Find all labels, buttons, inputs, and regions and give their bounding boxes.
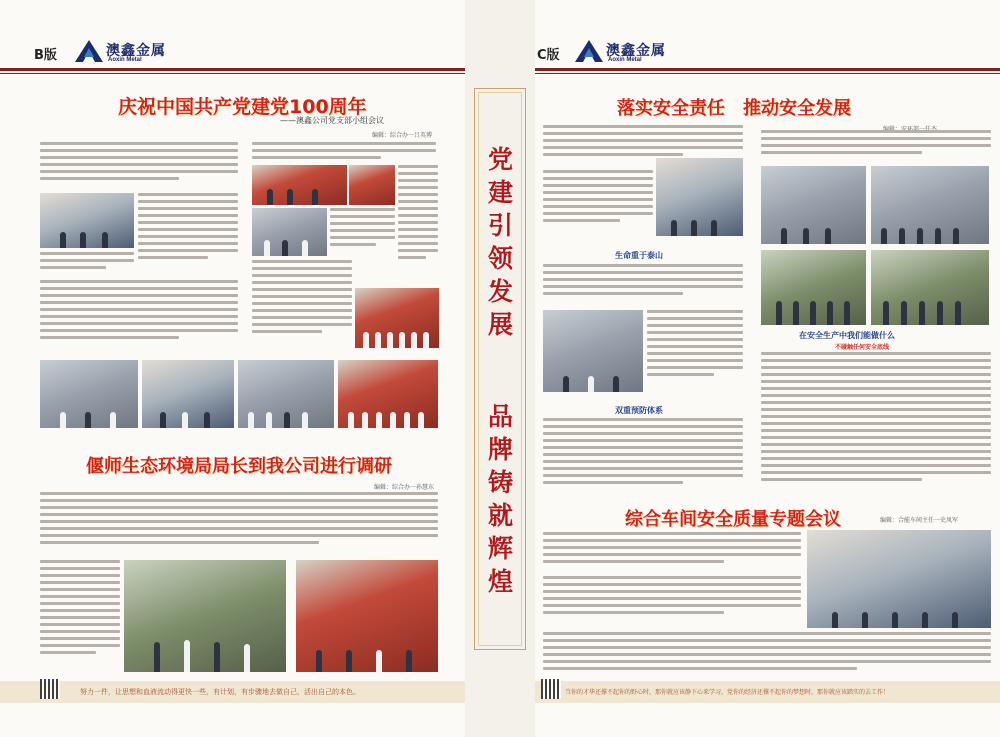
section-heading: 在安全生产中我们能做什么	[799, 331, 895, 340]
slogan-char: 领	[488, 244, 514, 273]
article-photo	[142, 360, 234, 428]
slogan-char: 铸	[488, 468, 514, 497]
header-rule	[0, 68, 465, 71]
article-byline: 编辑：综合办一吕英博	[372, 132, 433, 139]
section-heading: 双重预防体系	[615, 406, 663, 415]
slogan-char: 展	[488, 310, 514, 339]
article-body-text	[398, 165, 438, 285]
slogan-char: 煌	[488, 567, 514, 596]
article-body-text	[761, 130, 991, 160]
slogan-char: 辉	[488, 534, 514, 563]
article-photo	[124, 560, 286, 672]
page-b-header	[0, 0, 465, 66]
article-body-text	[330, 208, 395, 256]
footer-motto: 努力一件，让思想和血液流动得更快一些，有计划，有步骤地去做自己，活出自己的本色。	[80, 688, 360, 696]
article-body-text	[543, 532, 801, 572]
company-logo-icon	[575, 40, 603, 62]
page-b	[0, 0, 465, 737]
slogan-char: 发	[488, 277, 514, 306]
article-photo	[871, 250, 989, 325]
header-rule	[535, 68, 1000, 71]
article-title: 庆祝中国共产党建党100周年	[118, 96, 367, 118]
slogan-char: 党	[488, 145, 514, 174]
header-rule-thin	[535, 73, 1000, 74]
article-body-text	[40, 142, 238, 190]
article-photo	[252, 165, 347, 205]
article-photo	[40, 360, 138, 428]
article-photo	[349, 165, 395, 205]
article-photo	[296, 560, 438, 672]
article-photo	[871, 166, 989, 244]
article-body-text	[40, 280, 238, 355]
page-c	[535, 0, 1000, 737]
article-body-text	[543, 632, 991, 676]
article-body-text	[40, 252, 134, 276]
article-title: 综合车间安全质量专题会议	[625, 509, 841, 530]
article-body-text	[543, 418, 743, 498]
article-body-text	[543, 264, 743, 304]
article-photo	[238, 360, 334, 428]
page-c-header	[535, 0, 1000, 66]
section-heading: 生命重于泰山	[615, 251, 663, 260]
article-body-text	[252, 260, 352, 355]
slogan-top	[488, 143, 512, 341]
company-name-en: Aoxin Metal	[608, 57, 642, 63]
qr-code-icon	[541, 679, 561, 699]
article-body-text	[252, 142, 436, 164]
slogan-char: 建	[488, 178, 514, 207]
article-byline: 编辑：综合办一孙慧东	[374, 484, 435, 491]
article-subtitle: ——澳鑫公司党支部小组会议	[280, 116, 384, 125]
qr-code-icon	[40, 679, 60, 699]
section-subheading: 不碰触任何安全底线	[835, 344, 890, 351]
header-rule-thin	[0, 73, 465, 74]
article-body-text	[543, 170, 653, 238]
article-byline: 编辑：合能车间主任一史凤军	[880, 517, 959, 524]
article-body-text	[647, 310, 743, 392]
article-photo	[761, 250, 866, 325]
article-body-text	[761, 352, 991, 492]
edition-label: C版	[537, 48, 560, 63]
company-logo-icon	[75, 40, 103, 62]
footer-motto: 当你的才华还撑不起你的野心时，那你就应该静下心来学习，党你的经济还撑不起你的梦想时，那你就应该踏实的去工作！	[565, 689, 890, 696]
article-photo	[338, 360, 438, 428]
article-body-text	[40, 560, 120, 670]
article-photo	[355, 288, 439, 348]
article-photo	[761, 166, 866, 244]
company-name-en: Aoxin Metal	[108, 57, 142, 63]
edition-label: B版	[34, 48, 57, 63]
page-c-footer	[535, 681, 1000, 703]
article-body-text	[138, 193, 238, 275]
article-title: 落实安全责任 推动安全发展	[617, 98, 851, 119]
article-photo	[252, 208, 327, 256]
article-body-text	[40, 492, 438, 556]
slogan-bottom	[488, 400, 512, 598]
slogan-char: 引	[488, 211, 514, 240]
company-name: 澳鑫金属	[106, 42, 166, 58]
article-title: 偃师生态环境局局长到我公司进行调研	[86, 456, 392, 477]
page-b-footer	[0, 681, 465, 703]
article-body-text	[543, 576, 801, 628]
article-photo	[807, 530, 991, 628]
slogan-char: 牌	[488, 435, 514, 464]
article-photo	[40, 193, 134, 248]
slogan-char: 品	[488, 402, 514, 431]
company-name: 澳鑫金属	[606, 42, 666, 58]
article-photo	[543, 310, 643, 392]
article-photo	[656, 158, 743, 236]
slogan-char: 就	[488, 501, 514, 530]
